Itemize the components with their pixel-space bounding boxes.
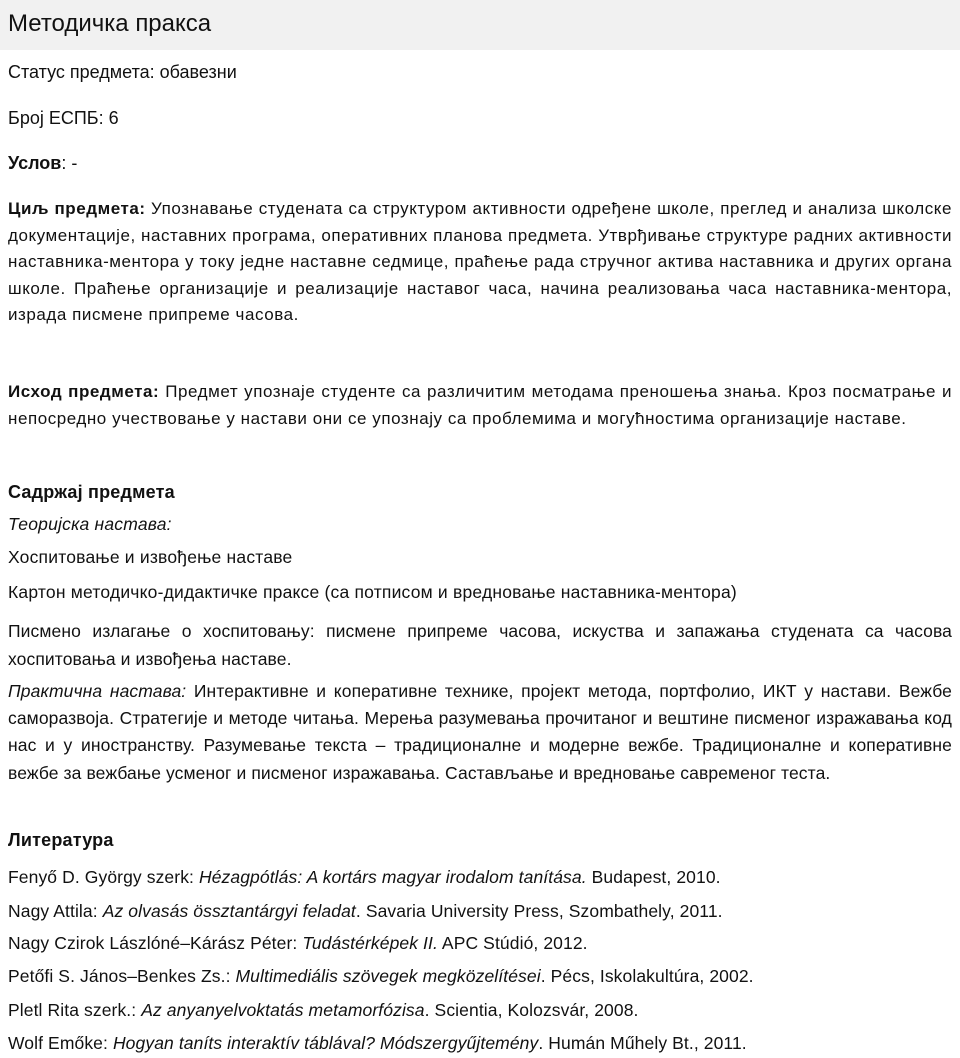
literature-title: Multimediális szövegek megközelítései — [235, 966, 541, 986]
literature-title: Hogyan taníts interaktív táblával? Módszergyűjtemény — [112, 1033, 539, 1053]
literature-entry — [8, 1000, 639, 1021]
content-item: Картон методичко-дидактичке праксе (са потписом и вредновање наставника-ментора) — [8, 582, 737, 602]
goal-paragraph — [8, 196, 952, 329]
literature-entry — [8, 901, 723, 922]
goal-text: Упознавање студената са структуром активности одређене школе, преглед и анализа школске документације, наставних програма, оперативних планова предмета. Утврђивање структуре радних активности наставника-ментора у току једне наставне седмице, праћење рада стручног актива наставника и других органа школе. Праћење организације и реализације наставог часа, начина реализовања часа наставника-ментора, израда писмене припреме часова. — [8, 199, 952, 324]
outcome-paragraph — [8, 379, 952, 432]
ects-credits: Број ЕСПБ: 6 — [8, 108, 119, 128]
goal-label: Циљ предмета: — [8, 199, 146, 218]
literature-author: Petőfi S. János–Benkes Zs.: — [8, 966, 236, 986]
subject-status: Статус предмета: обавезни — [8, 62, 237, 82]
literature-title: Az anyanyelvoktatás metamorfózisa — [141, 1000, 425, 1020]
literature-entry — [8, 1033, 747, 1054]
literature-publisher: Budapest, 2010. — [586, 867, 721, 887]
practice-paragraph — [8, 678, 952, 787]
literature-title: Tudástérképek II. — [302, 933, 438, 953]
prerequisite — [8, 153, 77, 174]
literature-author: Pletl Rita szerk.: — [8, 1000, 142, 1020]
literature-entry — [8, 966, 754, 987]
literature-author: Fenyő D. György szerk: — [8, 867, 199, 887]
literature-author: Nagy Czirok Lászlóné–Kárász Péter: — [8, 933, 303, 953]
content-heading: Садржај предмета — [8, 482, 175, 502]
practice-label: Практична настава: — [8, 681, 187, 701]
theory-label: Теоријска настава: — [8, 514, 172, 534]
literature-publisher: . Pécs, Iskolakultúra, 2002. — [540, 966, 754, 986]
content-item: Хоспитовање и извођење наставе — [8, 547, 293, 567]
literature-author: Wolf Emőke: — [8, 1033, 113, 1053]
literature-publisher: . Humán Műhely Bt., 2011. — [538, 1033, 747, 1053]
literature-publisher: APC Stúdió, 2012. — [437, 933, 588, 953]
literature-title: Hézagpótlás: A kortárs magyar irodalom tanítása. — [198, 867, 587, 887]
outcome-text: Предмет упознаје студенте са различитим методама преношења знања. Кроз посматрање и непосредно учествовање у настави они се упознају са проблемима и могућностима организације наставе. — [8, 382, 952, 428]
literature-publisher: . Savaria University Press, Szombathely, 2011. — [355, 901, 723, 921]
literature-heading: Литература — [8, 830, 114, 850]
content-item: Писмено излагање о хоспитовању: писмене припреме часова, искуства и запажања студената са часова хоспитовања и извођења наставе. — [8, 621, 952, 669]
prerequisite-value: : - — [61, 153, 78, 173]
prerequisite-label: Услов — [8, 153, 62, 173]
page-title: Методичка пракса — [0, 0, 960, 50]
literature-entry — [8, 933, 588, 954]
literature-author: Nagy Attila: — [8, 901, 103, 921]
literature-entry — [8, 867, 721, 888]
literature-publisher: . Scientia, Kolozsvár, 2008. — [424, 1000, 639, 1020]
outcome-label: Исход предмета: — [8, 382, 160, 401]
practice-text: Интерактивне и коперативне технике, пројект метода, портфолио, ИКТ у настави. Вежбе саморазвоја. Стратегије и методе читања. Мерења разумевања прочитаног и вештине писменог изражавања код нас и у иностранству. Разумевање текста – традиционалне и модерне вежбе. Традиционалне и коперативне вежбе за вежбање усменог и писменог изражавања. Састављање и вредновање савременог теста. — [8, 681, 953, 783]
literature-title: Az olvasás össztantárgyi feladat — [102, 901, 356, 921]
